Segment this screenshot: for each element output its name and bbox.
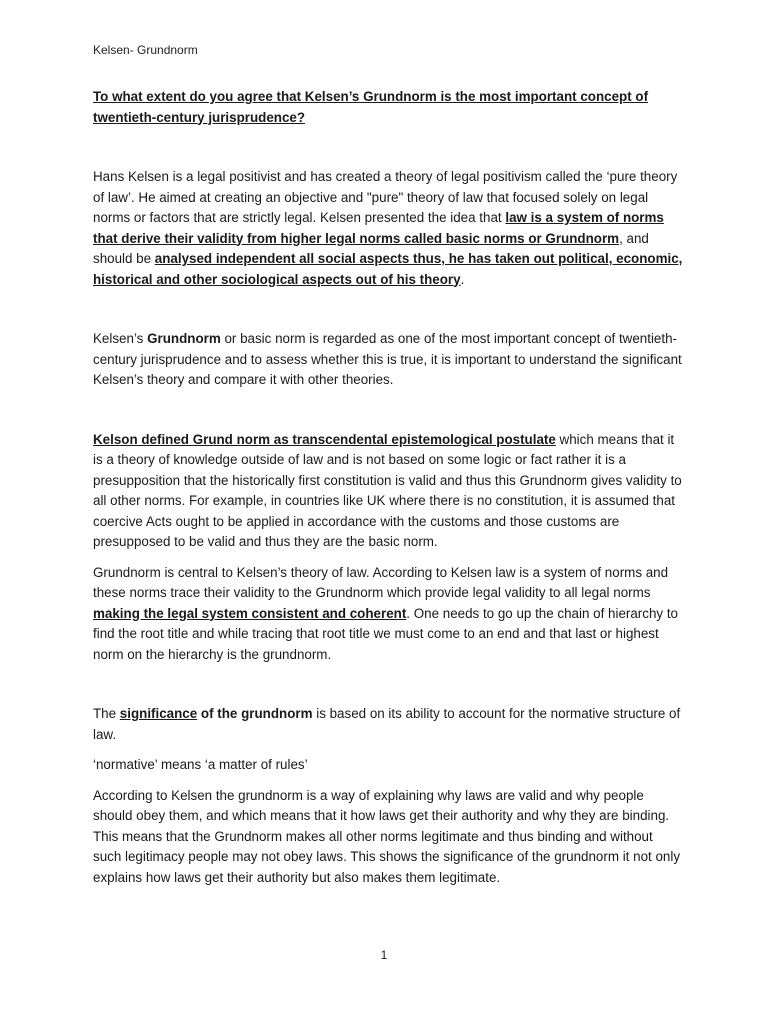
intro-text-2: , and should be [93, 230, 649, 266]
paragraph-grundnorm [93, 329, 683, 391]
central-emphasis: making the legal system consistent and coherent [93, 605, 407, 621]
essay-title: To what extent do you agree that Kelsen’s Grundnorm is the most important concept of twentieth-century jurisprudence? [93, 89, 649, 125]
significance-text-1: The [93, 706, 120, 721]
paragraph-conclusion: According to Kelsen the grundnorm is a way of explaining why laws are valid and why people should obey them, and which means that it how laws get their authority and why they are binding. This means that the Grundnorm makes all other norms legitimate and thus binding and without such legitimacy people may not obey laws. This shows the significance of the grundnorm it not only explains how laws get their authority but also makes them legitimate. [93, 787, 681, 885]
paragraph-intro [93, 167, 683, 290]
grundnorm-emphasis: Grundnorm [147, 331, 221, 346]
grundnorm-text-1: Kelsen’s [93, 331, 148, 346]
intro-text-1: Hans Kelsen is a legal positivist and has created a theory of legal positivism called the ‘pure theory of law’. He aimed at creating an objective and "pure" theory of law that focused solely on legal norms or factors that are strictly legal. Kelsen presented the idea that [93, 169, 678, 225]
intro-emphasis-2: analysed independent all social aspects thus, he has taken out political, economic, historical and other sociological aspects out of his theory [93, 251, 683, 287]
paragraph-central [93, 563, 683, 666]
paragraph-normative: ‘normative’ means ‘a matter of rules’ [93, 757, 308, 772]
central-text-1: Grundnorm is central to Kelsen’s theory of law. According to Kelsen law is a system of norms and these norms trace their validity to the Grundnorm which provide legal validity to all legal norms [93, 564, 669, 600]
document-body [93, 87, 683, 888]
grundnorm-text-2: or basic norm is regarded as one of the most important concept of twentieth-century jurisprudence and to assess whether this is true, it is important to understand the significant Kelsen’s theory and compare it with other theories. [93, 331, 682, 387]
significance-emphasis-1: significance [119, 706, 198, 721]
significance-emphasis-2: of the grundnorm [197, 706, 313, 721]
intro-emphasis-1: law is a system of norms that derive their validity from higher legal norms called basic norms or Grundnorm [93, 210, 664, 246]
intro-text-3: . [460, 271, 465, 287]
definition-emphasis: Kelson defined Grund norm as transcendental epistemological postulate [93, 431, 556, 447]
page-number: 1 [380, 948, 388, 962]
significance-text-2: is based on its ability to account for the normative structure of law. [93, 706, 681, 742]
definition-text: which means that it is a theory of knowledge outside of law and is not based on some logic or fact rather it is a presupposition that the historically first constitution is valid and thus this Grundnorm gives validity to all other norms. For example, in countries like UK where there is no constitution, it is assumed that coercive Acts ought to be applied in accordance with the customs and those customs are presupposed to be valid and thus they are the basic norm. [93, 431, 682, 549]
central-text-2: . One needs to go up the chain of hierarchy to find the root title and while tracing that root title we must come to an end and that last or highest norm on the hierarchy is the grundnorm. [93, 605, 678, 662]
paragraph-definition [93, 430, 683, 553]
running-header: Kelsen- Grundnorm [93, 43, 198, 57]
paragraph-significance [93, 704, 683, 745]
